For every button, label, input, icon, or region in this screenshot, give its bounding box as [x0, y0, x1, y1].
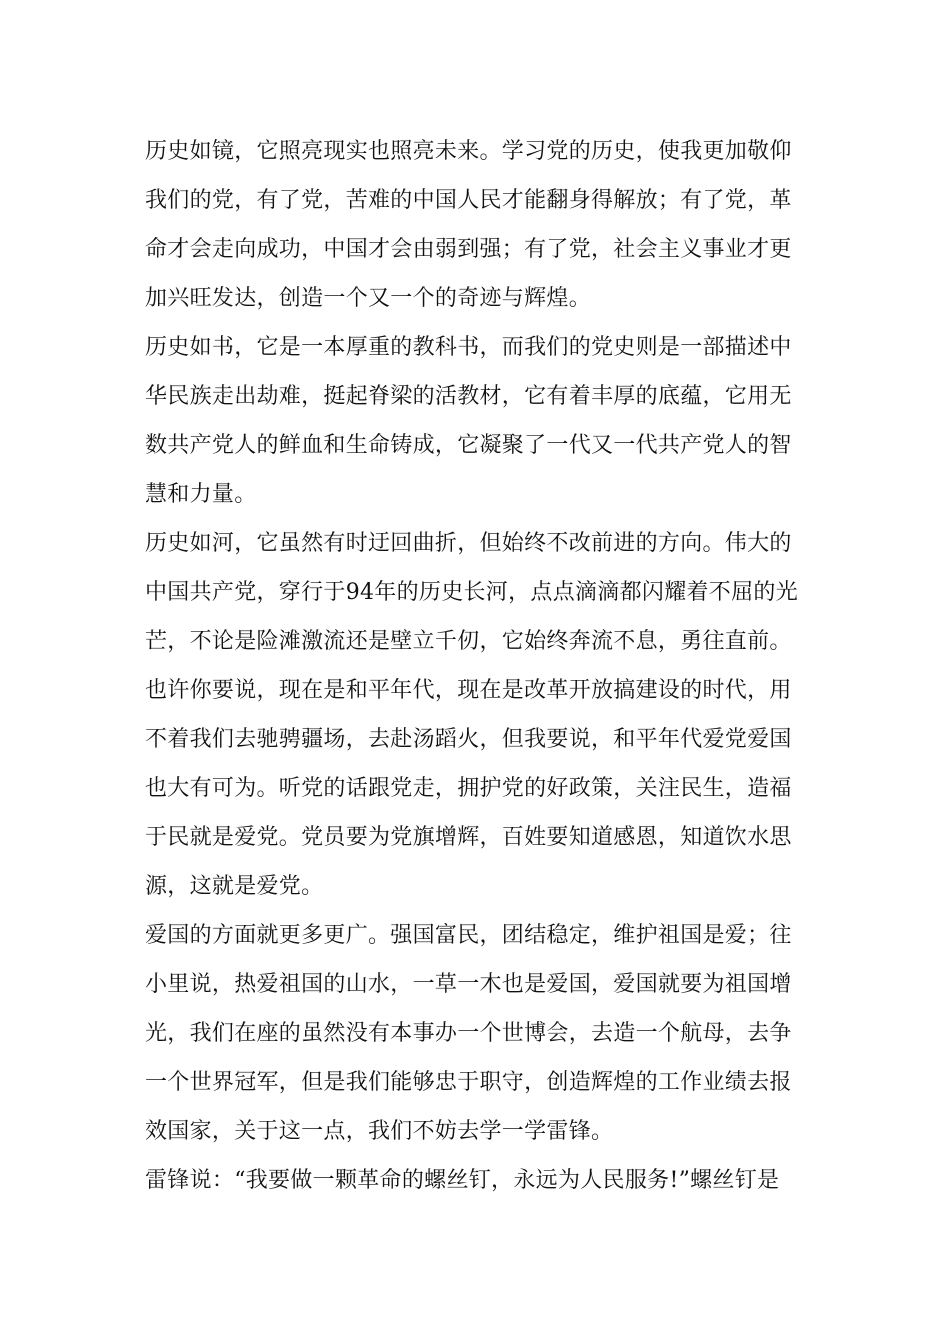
text-line: 雷锋说：“我要做一颗革命的螺丝钉，永远为人民服务!”螺丝钉是: [145, 1168, 780, 1193]
text-line: 历史如河，它虽然有时迂回曲折，但始终不改前进的方向。伟大的: [145, 531, 792, 556]
text-line: 我们的党，有了党，苦难的中国人民才能翻身得解放；有了党，革: [145, 188, 792, 213]
text-line: 数共产党人的鲜血和生命铸成，它凝聚了一代又一代共产党人的智: [145, 433, 792, 458]
text-line: 一个世界冠军，但是我们能够忠于职守，创造辉煌的工作业绩去报: [145, 1070, 792, 1095]
paragraph-peace-era: [145, 666, 810, 911]
text-line: 于民就是爱党。党员要为党旗增辉，百姓要知道感恩，知道饮水思: [145, 825, 792, 850]
text-line: 爱国的方面就更多更广。强国富民，团结稳定，维护祖国是爱；往: [145, 923, 792, 948]
text-line: 加兴旺发达，创造一个又一个的奇迹与辉煌。: [145, 286, 592, 311]
text-line: 中国共产党，穿行于94年的历史长河，点点滴滴都闪耀着不屈的光: [145, 580, 798, 605]
paragraph-lei-feng: [145, 1156, 810, 1205]
text-line: 效国家，关于这一点，我们不妨去学一学雷锋。: [145, 1119, 614, 1144]
text-line: 华民族走出劫难，挺起脊梁的活教材，它有着丰厚的底蕴，它用无: [145, 384, 792, 409]
paragraph-history-mirror: [145, 127, 810, 323]
paragraph-history-book: [145, 323, 810, 519]
text-line: 光，我们在座的虽然没有本事办一个世博会，去造一个航母，去争: [145, 1021, 792, 1046]
text-line: 源，这就是爱党。: [145, 874, 324, 899]
document-body: [145, 127, 810, 1205]
text-line: 慧和力量。: [145, 482, 257, 507]
text-line: 也大有可为。听党的话跟党走，拥护党的好政策，关注民生，造福: [145, 776, 792, 801]
text-line: 芒，不论是险滩激流还是壁立千仞，它始终奔流不息，勇往直前。: [145, 629, 792, 654]
paragraph-history-river: [145, 519, 810, 666]
text-line: 也许你要说，现在是和平年代，现在是改革开放搞建设的时代，用: [145, 678, 792, 703]
text-line: 历史如镜，它照亮现实也照亮未来。学习党的历史，使我更加敬仰: [145, 139, 792, 164]
text-line: 命才会走向成功，中国才会由弱到强；有了党，社会主义事业才更: [145, 237, 792, 262]
text-line: 历史如书，它是一本厚重的教科书，而我们的党史则是一部描述中: [145, 335, 792, 360]
text-line: 小里说，热爱祖国的山水，一草一木也是爱国，爱国就要为祖国增: [145, 972, 792, 997]
paragraph-patriotism: [145, 911, 810, 1156]
text-line: 不着我们去驰骋疆场，去赴汤蹈火，但我要说，和平年代爱党爱国: [145, 727, 792, 752]
